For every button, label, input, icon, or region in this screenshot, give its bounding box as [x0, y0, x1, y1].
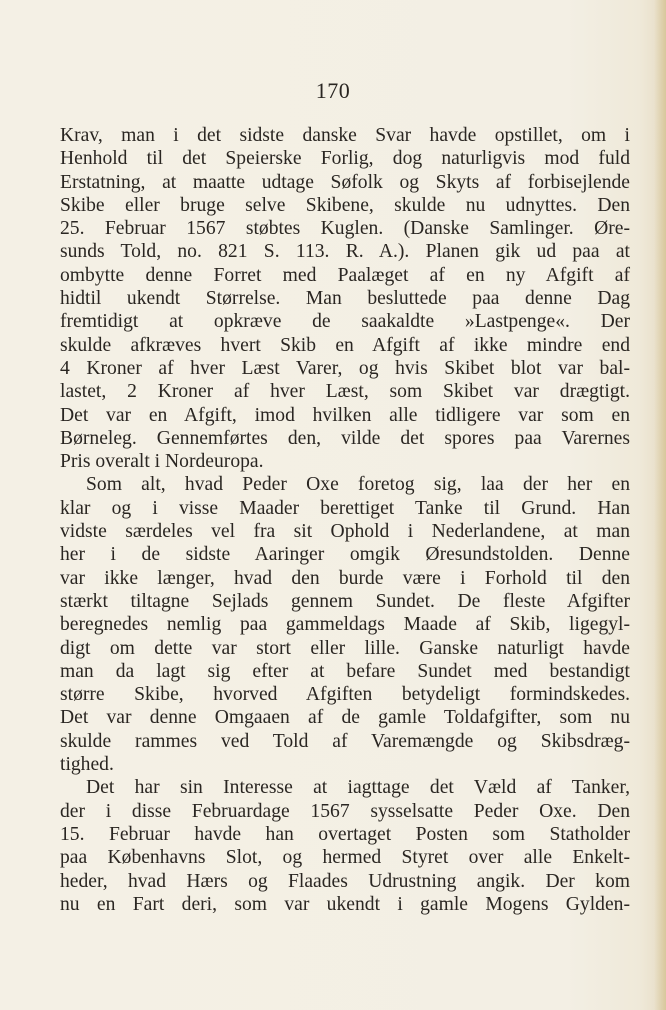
text-line: fremtidigt at opkræve de saakaldte »Lastpenge«. Der	[60, 311, 630, 333]
text-line: Erstatning, at maatte udtage Søfolk og Skyts af forbisejlende	[60, 171, 630, 193]
text-line: heder, hvad Hærs og Flaades Udrustning angik. Der kom	[60, 870, 630, 892]
text-line: Børneleg. Gennemførtes den, vilde det spores paa Varernes	[60, 427, 630, 449]
text-line: lastet, 2 Kroner af hver Læst, som Skibet var drægtigt.	[60, 381, 630, 403]
text-line: digt om dette var stort eller lille. Ganske naturligt havde	[60, 637, 630, 659]
text-line: Det var en Afgift, imod hvilken alle tidligere var som en	[60, 404, 630, 426]
text-line: Krav, man i det sidste danske Svar havde opstillet, om i	[60, 125, 630, 146]
text-line: man da lagt sig efter at befare Sundet med bestandigt	[60, 660, 630, 682]
text-line: Skibe eller bruge selve Skibene, skulde nu udnyttes. Den	[60, 194, 630, 216]
text-line: der i disse Februardage 1567 sysselsatte Peder Oxe. Den	[60, 800, 630, 822]
text-line: 4 Kroner af hver Læst Varer, og hvis Skibet blot var bal-	[60, 357, 630, 379]
text-line: skulde afkræves hvert Skib en Afgift af ikke mindre end	[60, 334, 630, 356]
body-text	[60, 124, 630, 916]
text-line: vidste særdeles vel fra sit Ophold i Nederlandene, at man	[60, 521, 630, 543]
text-line: Som alt, hvad Peder Oxe foretog sig, laa der her en	[86, 474, 630, 496]
text-line: Det har sin Interesse at iagttage det Væld af Tanker,	[86, 777, 630, 799]
text-line: 25. Februar 1567 støbtes Kuglen. (Danske Samlinger. Øre-	[60, 218, 630, 240]
text-line: hidtil ukendt Størrelse. Man besluttede paa denne Dag	[60, 288, 630, 310]
text-line: større Skibe, hvorved Afgiften betydeligt formindskedes.	[60, 684, 630, 706]
text-line: klar og i visse Maader berettiget Tanke til Grund. Han	[60, 497, 630, 519]
text-line: nu en Fart deri, som var ukendt i gamle Mogens Gylden-	[60, 893, 630, 915]
text-line: skulde rammes ved Told af Varemængde og Skibsdræg-	[60, 730, 630, 752]
text-line: Henhold til det Speierske Forlig, dog naturligvis mod fuld	[60, 148, 630, 170]
text-line: tighed.	[60, 754, 114, 776]
text-line: stærkt tiltagne Sejlads gennem Sundet. De fleste Afgifter	[60, 590, 630, 612]
page-number: 170	[315, 78, 351, 103]
text-line: var ikke længer, hvad den burde være i Forhold til den	[60, 567, 630, 589]
text-line: her i de sidste Aaringer omgik Øresundstolden. Denne	[60, 544, 630, 566]
text-line: ombytte denne Forret med Paalæget af en ny Afgift af	[60, 264, 630, 286]
text-line: paa Københavns Slot, og hermed Styret over alle Enkelt-	[60, 847, 630, 869]
text-line: Det var denne Omgaaen af de gamle Toldafgifter, som nu	[60, 707, 630, 729]
page-edge-shadow	[654, 0, 666, 1010]
text-line: beregnedes nemlig paa gammeldags Maade af Skib, ligegyl-	[60, 614, 630, 636]
text-line: Pris overalt i Nordeuropa.	[60, 451, 264, 473]
text-line: 15. Februar havde han overtaget Posten som Statholder	[60, 823, 630, 845]
text-line: sunds Told, no. 821 S. 113. R. A.). Planen gik ud paa at	[60, 241, 630, 263]
